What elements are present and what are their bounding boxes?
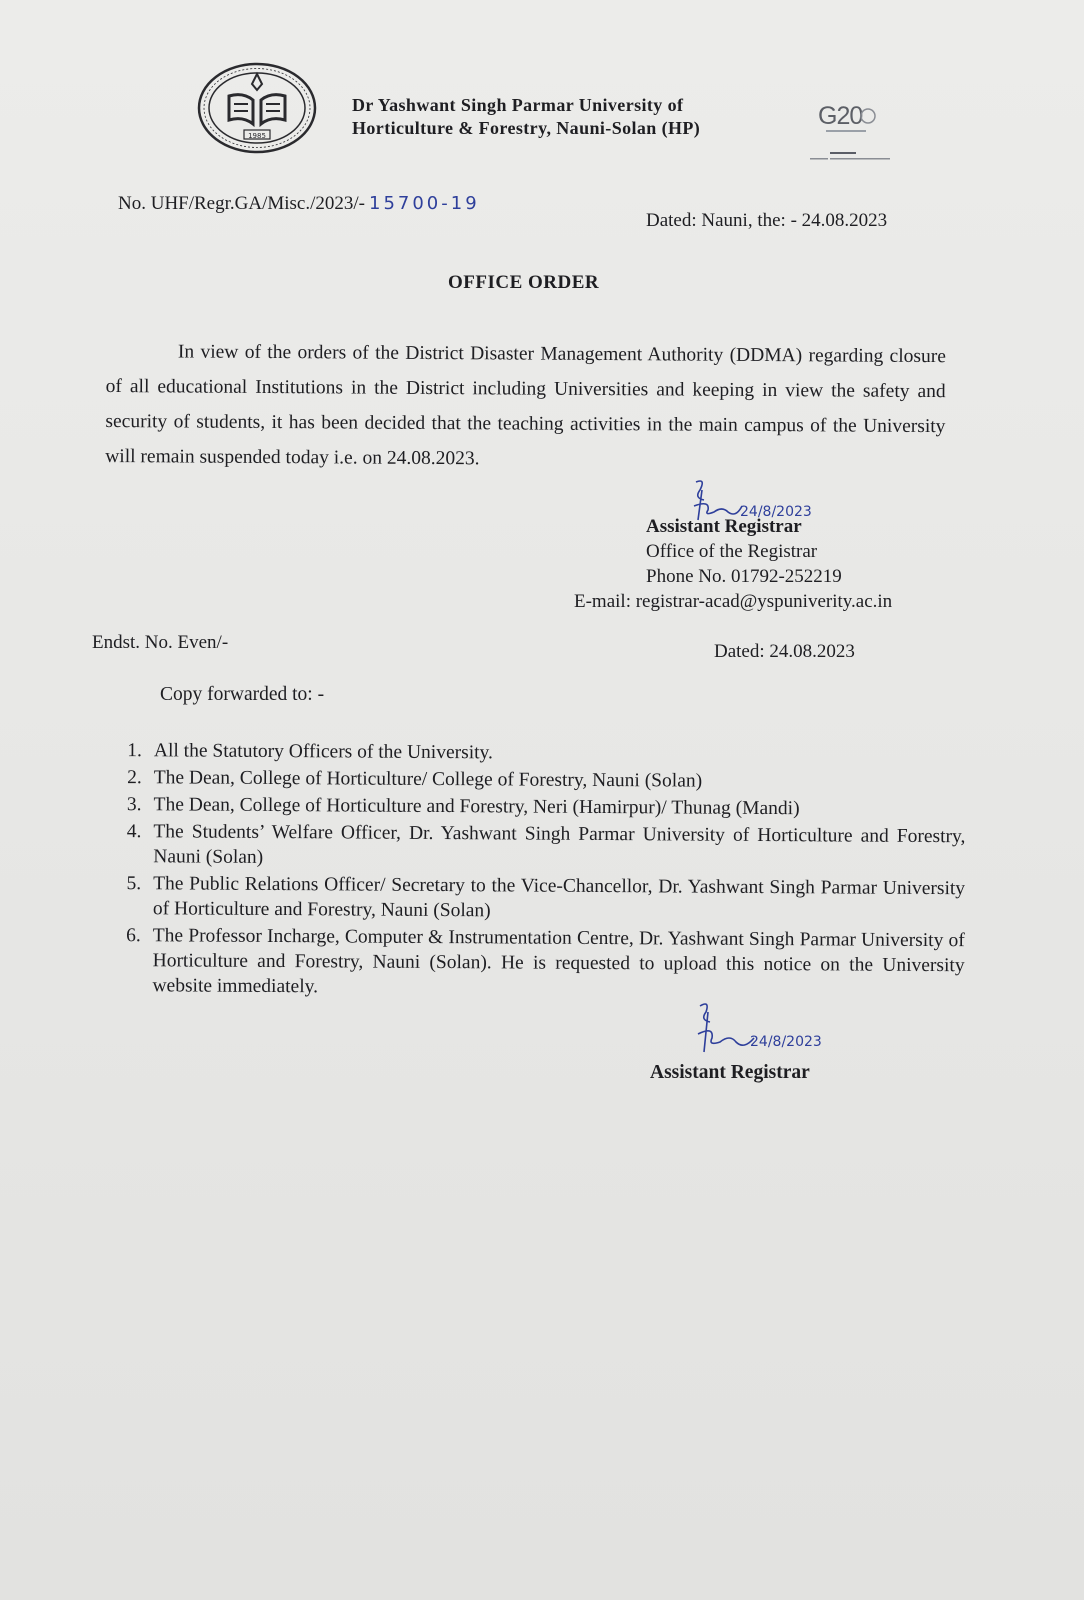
recipient-list — [108, 738, 966, 1005]
copy-forwarded-label: Copy forwarded to: - — [160, 684, 325, 705]
list-item: 5. The Public Relations Officer/ Secretary to the Vice-Chancellor, Dr. Yashwant Singh Parmar University of Horticulture and Forestry, Nauni (Solan) — [126, 873, 966, 922]
reference-number-handwritten: 15700-19 — [369, 193, 480, 214]
body-paragraph: In view of the orders of the District Disaster Management Authority (DDMA) regarding closure of all educational Institutions in the District including Universities and keeping in view the safety and security of students, it has been decided that the teaching activities in the main campus of the University will remain suspended today i.e. on 24.08.2023. — [105, 341, 946, 470]
university-name-line1: Dr Yashwant Singh Parmar University of — [352, 95, 684, 115]
g20-logo-icon — [810, 100, 910, 168]
university-name — [352, 94, 772, 140]
signature-block — [574, 514, 994, 614]
signature-2-date-handwritten: 24/8/2023 — [750, 1034, 822, 1050]
university-emblem-icon — [196, 62, 318, 154]
endorsement-date: Dated: 24.08.2023 — [714, 641, 855, 662]
document-title: OFFICE ORDER — [448, 272, 600, 293]
list-item: 1. All the Statutory Officers of the University. — [127, 740, 493, 764]
order-date: Dated: Nauni, the: - 24.08.2023 — [646, 210, 888, 231]
endorsement-number: Endst. No. Even/- — [92, 632, 229, 653]
signature-date-handwritten: 24/8/2023 — [740, 504, 812, 520]
signatory-email: E-mail: registrar-acad@yspuniverity.ac.in — [574, 591, 893, 612]
signatory-title: Assistant Registrar — [646, 516, 802, 537]
signatory-2-title: Assistant Registrar — [650, 1062, 810, 1083]
list-item: 2. The Dean, College of Horticulture/ College of Forestry, Nauni (Solan) — [127, 767, 703, 792]
logo-year: 1985 — [248, 132, 266, 140]
signatory-phone: Phone No. 01792-252219 — [646, 566, 842, 587]
list-item: 6. The Professor Incharge, Computer & Instrumentation Centre, Dr. Yashwant Singh Parmar University of Horticulture and Forestry, Nauni (Solan). He is requested to upload this notice on the University website immediately. — [126, 925, 965, 998]
signature-scribble-icon — [690, 1000, 860, 1070]
list-item: 3. The Dean, College of Horticulture and Forestry, Neri (Hamirpur)/ Thunag (Mandi) — [126, 794, 800, 820]
reference-number — [118, 193, 480, 215]
g20-text: G20 — [818, 102, 863, 130]
reference-number-printed: No. UHF/Regr.GA/Misc./2023/- — [118, 193, 365, 214]
university-name-line2: Horticulture & Forestry, Nauni-Solan (HP) — [352, 118, 701, 138]
list-item: 4. The Students’ Welfare Officer, Dr. Yashwant Singh Parmar University of Horticulture and Forestry, Nauni (Solan) — [126, 821, 966, 868]
signatory-office: Office of the Registrar — [646, 541, 818, 562]
